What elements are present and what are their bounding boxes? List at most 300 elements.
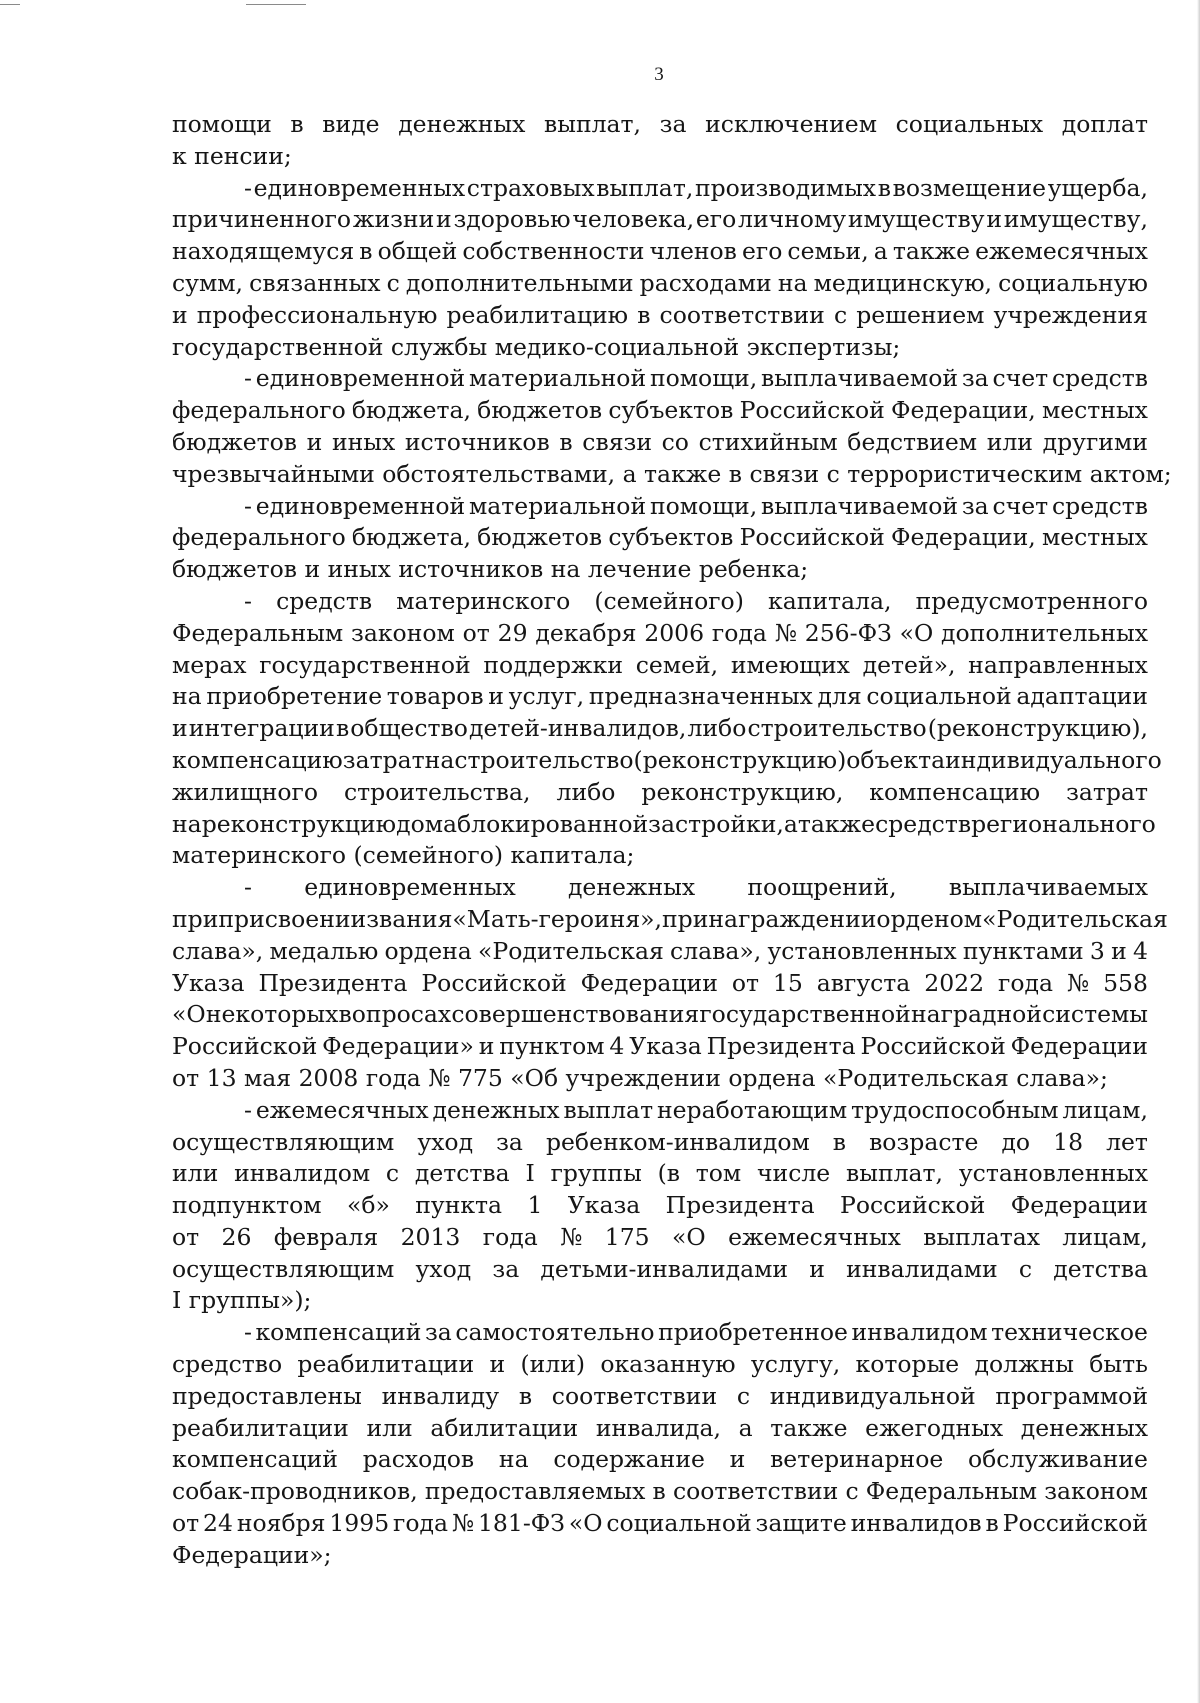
word: Российской bbox=[1002, 1509, 1148, 1538]
word: застройки, bbox=[648, 809, 784, 838]
word: Федеральным bbox=[172, 618, 344, 647]
word: законом bbox=[1044, 1477, 1148, 1506]
text-line bbox=[172, 1317, 1148, 1349]
word: иных bbox=[331, 427, 396, 456]
word: и bbox=[488, 682, 504, 711]
word: единовременной bbox=[255, 364, 466, 393]
text-line bbox=[172, 1127, 1148, 1159]
word: лицам, bbox=[1062, 1222, 1148, 1251]
word: в bbox=[290, 110, 304, 138]
word: помощи bbox=[172, 110, 272, 138]
text-line bbox=[172, 681, 1148, 713]
word: «О bbox=[899, 618, 934, 647]
text-line bbox=[172, 1444, 1148, 1476]
word: пунктами bbox=[962, 936, 1084, 965]
scan-edge-mark-left bbox=[0, 4, 20, 5]
text-line bbox=[172, 904, 1168, 936]
word: ежемесячных bbox=[975, 237, 1148, 266]
word: числе bbox=[757, 1159, 831, 1188]
word: вопросах bbox=[338, 1000, 452, 1029]
word: выплат, bbox=[596, 173, 694, 202]
word: с bbox=[736, 1381, 751, 1410]
word: на bbox=[498, 1445, 529, 1474]
word: на bbox=[777, 268, 808, 297]
text-line bbox=[172, 522, 1148, 554]
word: общей bbox=[377, 237, 458, 266]
text-line bbox=[172, 1381, 1148, 1413]
word: системы bbox=[1042, 1000, 1148, 1029]
word: другими bbox=[1042, 427, 1148, 456]
word: реабилитации bbox=[172, 1413, 349, 1442]
word: интеграции bbox=[188, 714, 335, 743]
text-line bbox=[172, 650, 1148, 682]
word: выплат bbox=[563, 1095, 654, 1124]
word: средство bbox=[172, 1350, 283, 1379]
word: с bbox=[386, 268, 400, 297]
text-line bbox=[172, 936, 1148, 968]
word: бюджетов bbox=[477, 523, 603, 552]
word: за bbox=[492, 1254, 520, 1283]
word: техническое bbox=[991, 1318, 1148, 1347]
word: средств bbox=[1051, 364, 1148, 393]
scan-edge-mark-top bbox=[246, 4, 306, 5]
word: некоторых bbox=[205, 1000, 339, 1029]
word: капитала, bbox=[768, 586, 892, 615]
word: строительство bbox=[747, 714, 927, 743]
word: бюджета, bbox=[351, 523, 471, 552]
text-line bbox=[172, 745, 1162, 777]
text-line bbox=[172, 1158, 1148, 1190]
word: 26 bbox=[221, 1222, 252, 1251]
word: Федерации, bbox=[891, 523, 1036, 552]
word: со bbox=[661, 427, 689, 456]
word: средств bbox=[1051, 491, 1148, 520]
word: реабилитацию bbox=[446, 300, 629, 329]
word: учреждения bbox=[993, 300, 1148, 329]
word: года bbox=[998, 968, 1053, 997]
word: социальных bbox=[895, 110, 1044, 138]
word: Федерации bbox=[1010, 1191, 1148, 1220]
word: реабилитации bbox=[297, 1350, 475, 1379]
word: Федерации» bbox=[322, 1032, 474, 1061]
word: на bbox=[172, 809, 202, 838]
word: ребенком-инвалидом bbox=[545, 1127, 810, 1156]
word: ордена bbox=[384, 936, 472, 965]
word: за bbox=[496, 1127, 523, 1156]
text-line bbox=[172, 300, 1148, 332]
word: услуг, bbox=[508, 682, 585, 711]
word: соответствии bbox=[672, 1477, 839, 1506]
word: инвалидом bbox=[851, 1318, 988, 1347]
text-line bbox=[172, 1413, 1148, 1445]
word: в bbox=[652, 1477, 666, 1506]
word: либо bbox=[687, 714, 747, 743]
text-line bbox=[172, 777, 1148, 809]
word: членов bbox=[649, 237, 737, 266]
text-line bbox=[172, 586, 1148, 618]
word: медалью bbox=[269, 936, 379, 965]
word: должны bbox=[974, 1350, 1074, 1379]
word: ветеринарное bbox=[770, 1445, 944, 1474]
word: детей-инвалидов, bbox=[468, 714, 687, 743]
word: 2022 bbox=[924, 968, 985, 997]
word: соответствии bbox=[659, 300, 825, 329]
word: медицинскую, bbox=[813, 268, 993, 297]
text-line bbox=[172, 618, 1148, 650]
word: Российской bbox=[840, 1191, 986, 1220]
word: индивидуального bbox=[945, 745, 1162, 774]
word: затрат bbox=[342, 745, 425, 774]
word: за bbox=[961, 491, 989, 520]
word: объекта bbox=[846, 745, 946, 774]
word: исключением bbox=[705, 110, 877, 138]
word: и bbox=[436, 205, 452, 234]
word: Указа bbox=[567, 1191, 641, 1220]
word: находящемуся bbox=[172, 237, 355, 266]
word: - bbox=[244, 364, 252, 393]
word: его bbox=[695, 205, 737, 234]
word: единовременных bbox=[253, 173, 466, 202]
word: имеющих bbox=[730, 650, 850, 679]
word: также bbox=[770, 1413, 848, 1442]
word: также bbox=[892, 237, 971, 266]
word: денежных bbox=[567, 873, 696, 902]
word: Президента bbox=[665, 1191, 815, 1220]
word: Российской bbox=[860, 1032, 1006, 1061]
word: ежемесячных bbox=[255, 1095, 429, 1124]
word: которые bbox=[855, 1350, 960, 1379]
word: «О bbox=[672, 1222, 706, 1251]
word: слава», bbox=[172, 936, 264, 965]
word: и bbox=[478, 1032, 495, 1061]
word: жилищного bbox=[172, 777, 318, 806]
word: в bbox=[359, 237, 373, 266]
word: решением bbox=[856, 300, 985, 329]
word: дополнительными bbox=[405, 268, 634, 297]
word: года bbox=[482, 1222, 538, 1251]
word: (реконструкцию), bbox=[927, 714, 1148, 743]
word: выплат, bbox=[544, 110, 642, 138]
word: или bbox=[172, 1159, 219, 1188]
word: «б» bbox=[346, 1191, 390, 1220]
word: человека, bbox=[572, 205, 695, 234]
word: также bbox=[797, 809, 876, 838]
text-line bbox=[172, 1031, 1148, 1063]
word: в bbox=[637, 300, 651, 329]
word: Федерации bbox=[1010, 1032, 1148, 1061]
word: уход bbox=[415, 1254, 472, 1283]
word: - bbox=[244, 491, 252, 520]
word: пунктом bbox=[499, 1032, 605, 1061]
word: (в bbox=[657, 1159, 680, 1188]
word: награждении bbox=[708, 904, 877, 933]
word: либо bbox=[556, 777, 616, 806]
word: при bbox=[172, 904, 219, 933]
word: социальной bbox=[606, 1509, 752, 1538]
word: 4 bbox=[609, 1032, 625, 1061]
word: местных bbox=[1041, 523, 1148, 552]
word: детства bbox=[414, 1159, 510, 1188]
text-line bbox=[172, 1222, 1148, 1254]
word: в bbox=[877, 173, 891, 202]
word: «Родительская bbox=[982, 904, 1168, 933]
word: Федеральным bbox=[865, 1477, 1038, 1506]
word: лицам, bbox=[1062, 1095, 1148, 1124]
text-line bbox=[172, 1190, 1148, 1222]
word: выплачиваемой bbox=[761, 364, 959, 393]
word: индивидуальной bbox=[769, 1381, 976, 1410]
word: доплат bbox=[1061, 110, 1148, 138]
word: имуществу, bbox=[1003, 205, 1148, 234]
text-line bbox=[172, 268, 1148, 300]
word: реконструкцию, bbox=[641, 777, 844, 806]
word: (или) bbox=[520, 1350, 586, 1379]
word: блокированной bbox=[457, 809, 649, 838]
text-line bbox=[172, 236, 1148, 268]
word: Федерации bbox=[580, 968, 718, 997]
word: от bbox=[172, 1222, 200, 1251]
text-line: материнского (семейного) капитала; bbox=[172, 841, 635, 870]
word: профессиональную bbox=[196, 300, 438, 329]
word: звания bbox=[366, 904, 453, 933]
word: личному bbox=[738, 205, 847, 234]
word: источников bbox=[404, 427, 550, 456]
text-line bbox=[172, 809, 1156, 841]
word: абилитации bbox=[430, 1413, 579, 1442]
word: (реконструкцию) bbox=[633, 745, 847, 774]
word: стихийным bbox=[698, 427, 838, 456]
word: года bbox=[393, 1509, 448, 1538]
word: а bbox=[738, 1413, 753, 1442]
paragraph-p8 bbox=[172, 1317, 1148, 1571]
word: дополнительных bbox=[941, 618, 1148, 647]
word: строительства, bbox=[344, 777, 531, 806]
word: бюджетов bbox=[172, 427, 297, 456]
word: орденом bbox=[876, 904, 983, 933]
text-line bbox=[172, 1095, 1148, 1127]
word: неработающим bbox=[656, 1095, 848, 1124]
word: для bbox=[817, 682, 862, 711]
word: расходами bbox=[639, 268, 772, 297]
word: «Мать-героиня», bbox=[452, 904, 663, 933]
word: 1995 bbox=[329, 1509, 390, 1538]
word: и bbox=[986, 205, 1002, 234]
word: ущерба, bbox=[1047, 173, 1148, 202]
word: - bbox=[244, 586, 252, 615]
word: ежемесячных bbox=[728, 1222, 901, 1251]
text-line bbox=[172, 999, 1148, 1031]
word: счет bbox=[992, 491, 1049, 520]
word: за bbox=[659, 110, 687, 138]
word: совершенствования bbox=[451, 1000, 700, 1029]
word: денежных bbox=[398, 110, 526, 138]
word: детей», bbox=[862, 650, 956, 679]
word: «О bbox=[172, 1000, 206, 1029]
text-line bbox=[172, 427, 1148, 459]
word: Президента bbox=[258, 968, 408, 997]
word: за bbox=[961, 364, 989, 393]
word: пункта bbox=[415, 1191, 503, 1220]
word: и bbox=[489, 1350, 506, 1379]
text-line bbox=[172, 363, 1148, 395]
word: федерального bbox=[172, 396, 346, 425]
word: - bbox=[244, 1318, 252, 1347]
word: возмещение bbox=[892, 173, 1047, 202]
word: с bbox=[385, 1159, 400, 1188]
word: года bbox=[711, 618, 767, 647]
word: сумм, bbox=[172, 268, 244, 297]
text-line bbox=[172, 1508, 1148, 1540]
word: бюджета, bbox=[351, 396, 471, 425]
word: федерального bbox=[172, 523, 346, 552]
word: 18 bbox=[1053, 1127, 1084, 1156]
word: от bbox=[462, 618, 490, 647]
word: материнского bbox=[396, 586, 571, 615]
word: субъектов bbox=[608, 396, 734, 425]
word: - bbox=[244, 873, 252, 902]
word: том bbox=[695, 1159, 742, 1188]
word: инвалидов bbox=[850, 1509, 982, 1538]
word: Федерации, bbox=[891, 396, 1036, 425]
word: 558 bbox=[1103, 968, 1148, 997]
word: и bbox=[809, 1254, 825, 1283]
word: выплат, bbox=[846, 1159, 944, 1188]
word: государственной bbox=[259, 650, 471, 679]
word: 2006 bbox=[644, 618, 705, 647]
word: № bbox=[560, 1222, 583, 1251]
text-line: государственной службы медико-социальной экспертизы; bbox=[172, 332, 901, 361]
word: с bbox=[833, 300, 848, 329]
word: материальной bbox=[469, 364, 647, 393]
word: помощи, bbox=[649, 491, 758, 520]
word: за bbox=[424, 1318, 452, 1347]
word: выплачиваемой bbox=[761, 491, 959, 520]
word: 4 bbox=[1133, 936, 1148, 965]
word: содержание bbox=[553, 1445, 705, 1474]
word: - bbox=[244, 1095, 252, 1124]
word: 29 bbox=[497, 618, 528, 647]
word: поощрений, bbox=[747, 873, 897, 902]
word: адаптации bbox=[1016, 682, 1148, 711]
word: наградной bbox=[910, 1000, 1042, 1029]
word: 2013 bbox=[400, 1222, 461, 1251]
text-line bbox=[172, 395, 1148, 427]
word: «Родительская bbox=[478, 936, 664, 965]
word: I bbox=[525, 1159, 535, 1188]
page-number: 3 bbox=[654, 64, 664, 85]
word: обслуживание bbox=[967, 1445, 1148, 1474]
word: средств bbox=[875, 809, 972, 838]
word: группы bbox=[550, 1159, 642, 1188]
word: № bbox=[1066, 968, 1090, 997]
word: детства bbox=[1053, 1254, 1148, 1283]
word: и bbox=[1111, 936, 1127, 965]
word: Указа bbox=[629, 1032, 702, 1061]
word: самостоятельно bbox=[455, 1318, 655, 1347]
word: возрасте bbox=[869, 1127, 979, 1156]
word: 1 bbox=[527, 1191, 543, 1220]
word: общество bbox=[350, 714, 468, 743]
word: осуществляющим bbox=[172, 1127, 395, 1156]
word: жизни bbox=[352, 205, 435, 234]
word: в bbox=[518, 1381, 533, 1410]
word: 256-ФЗ bbox=[804, 618, 892, 647]
word: уход bbox=[417, 1127, 474, 1156]
word: декабря bbox=[535, 618, 637, 647]
word: инвалидом bbox=[234, 1159, 371, 1188]
word: 15 bbox=[772, 968, 803, 997]
word: связи bbox=[582, 427, 652, 456]
word: лет bbox=[1106, 1127, 1148, 1156]
paragraph-p6 bbox=[172, 872, 1168, 1095]
word: местных bbox=[1041, 396, 1148, 425]
text-line bbox=[172, 204, 1148, 236]
word: материальной bbox=[469, 491, 647, 520]
word: и bbox=[306, 427, 323, 456]
word: февраля bbox=[273, 1222, 379, 1251]
word: дома bbox=[396, 809, 458, 838]
document-body bbox=[172, 109, 1172, 1572]
word: затрат bbox=[1066, 777, 1148, 806]
word: предоставлены bbox=[172, 1381, 362, 1410]
word: Указа bbox=[172, 968, 245, 997]
word: помощи, bbox=[649, 364, 758, 393]
word: инвалиду bbox=[381, 1381, 500, 1410]
word: установленных bbox=[767, 936, 957, 965]
paragraph-p3 bbox=[172, 363, 1172, 490]
word: страховых bbox=[466, 173, 595, 202]
word: компенсацию bbox=[172, 745, 343, 774]
word: единовременной bbox=[255, 491, 466, 520]
word: собак-проводников, bbox=[172, 1477, 418, 1506]
text-line bbox=[172, 109, 1148, 141]
word: предназначенных bbox=[588, 682, 813, 711]
word: причиненного bbox=[172, 205, 352, 234]
word: на bbox=[172, 682, 202, 711]
word: товаров bbox=[386, 682, 484, 711]
word: денежных bbox=[432, 1095, 560, 1124]
word: осуществляющим bbox=[172, 1254, 395, 1283]
word: в bbox=[335, 714, 350, 743]
word: быть bbox=[1089, 1350, 1148, 1379]
word: регионального bbox=[971, 809, 1156, 838]
text-line: Федерации»; bbox=[172, 1540, 332, 1569]
word: услугу, bbox=[750, 1350, 841, 1379]
word: защите bbox=[755, 1509, 847, 1538]
word: его bbox=[741, 237, 783, 266]
word: Российской bbox=[172, 1032, 318, 1061]
word: 3 bbox=[1089, 936, 1105, 965]
word: или bbox=[366, 1413, 413, 1442]
word: бедствием bbox=[847, 427, 978, 456]
text-line: чрезвычайными обстоятельствами, а также в связи с террористическим актом; bbox=[172, 459, 1172, 488]
word: компенсаций bbox=[255, 1318, 422, 1347]
text-line bbox=[172, 491, 1148, 523]
word: средств bbox=[276, 586, 373, 615]
word: № bbox=[451, 1509, 475, 1538]
word: имуществу bbox=[847, 205, 985, 234]
word: Президента bbox=[706, 1032, 856, 1061]
paragraph-p4 bbox=[172, 491, 1148, 586]
word: законом bbox=[351, 618, 455, 647]
word: социальной bbox=[866, 682, 1012, 711]
word: 175 bbox=[604, 1222, 650, 1251]
word: детьми-инвалидами bbox=[540, 1254, 789, 1283]
word: производимых bbox=[694, 173, 877, 202]
word: августа bbox=[816, 968, 911, 997]
word: а bbox=[873, 237, 888, 266]
text-line: от 13 мая 2008 года № 775 «Об учреждении ордена «Родительская слава»; bbox=[172, 1063, 1108, 1092]
